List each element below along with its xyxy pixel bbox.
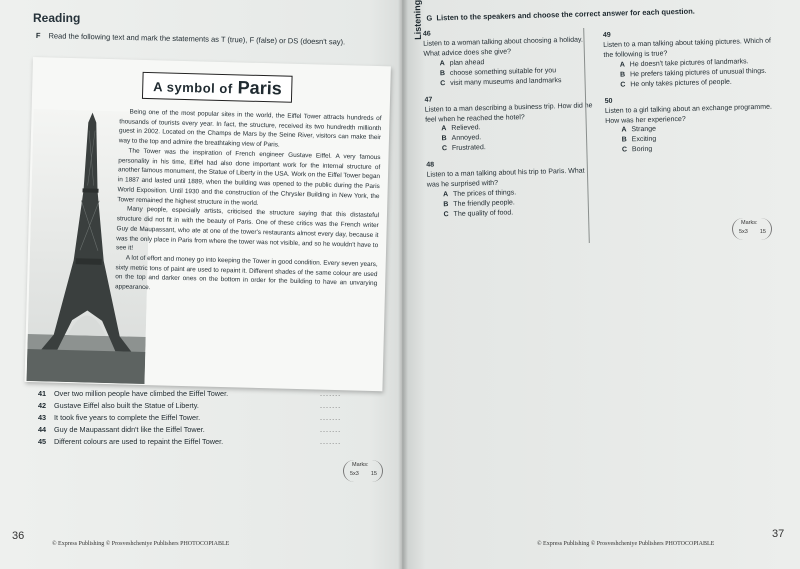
article-title (142, 72, 293, 103)
option-letter: A (619, 61, 625, 69)
question-number: 47 (424, 96, 433, 104)
statement-row (38, 435, 398, 447)
marks-box-reading (343, 460, 383, 482)
question-item (605, 92, 786, 156)
option-text: The friendly people. (453, 199, 515, 208)
option-letter: C (443, 211, 449, 219)
question-text: Listen to a man talking about taking pictures. Which of the following is true? (603, 37, 771, 59)
marks-total: 15 (759, 229, 766, 235)
statement-row (38, 387, 398, 399)
question-text: Listen to a girl talking about an exchange programme. How was her experience? (604, 103, 772, 125)
statement-number: 42 (38, 400, 47, 410)
answer-blank[interactable]: ....... (320, 412, 342, 422)
footer-right: © Express Publishing © Prosveshcheniye Publishers PHOTOCOPIABLE (537, 541, 715, 547)
answer-blank[interactable]: ....... (320, 436, 342, 446)
option-text: visit many museums and landmarks (450, 76, 562, 87)
option-text: choose something suitable for you (449, 67, 557, 77)
statement-number: 44 (38, 424, 47, 434)
article-title-main: Paris (237, 77, 283, 99)
option-text: Exciting (631, 136, 657, 144)
statement-number: 41 (38, 388, 47, 398)
question-text: Listen to a woman talking about choosing a holiday. What advice does she give? (423, 36, 584, 58)
marks-box-listening (732, 218, 772, 240)
option-letter: A (441, 125, 447, 133)
question-number: 49 (602, 31, 611, 40)
option-letter: B (441, 135, 447, 143)
footer-left: © Express Publishing © Prosveshcheniye Publishers PHOTOCOPIABLE (52, 541, 230, 547)
statement-text: Different colours are used to repaint the Eiffel Tower. (54, 436, 224, 446)
article-body (115, 107, 382, 299)
question-text: Listen to a man talking about his trip to Paris. What was he surprised with? (426, 167, 585, 189)
option-text: He doesn't take pictures of landmarks. (629, 58, 749, 69)
marks-formula: 5x3 (739, 229, 748, 235)
task-letter: G (426, 13, 433, 23)
statement-row (38, 423, 398, 435)
statement-row (38, 411, 398, 423)
option-text: He only takes pictures of people. (630, 78, 732, 89)
marks-label: Marks: (352, 462, 369, 468)
article-paragraph: Many people, especially artists, criticised the structure saying that this distasteful structure did not fit in with the beauty of Paris. One of these critics was the French writer Guy de Maupassant, who ate at one of the tower's restaurants almost every day, because it was the only place in Paris from where the tower was not visible, and so he wouldn't have to see it! (115, 205, 380, 252)
option-text: Frustrated. (451, 144, 486, 153)
option-text: The prices of things. (453, 189, 517, 199)
option-letter: A (443, 191, 449, 199)
marks-formula: 5x3 (350, 471, 359, 477)
option-letter: B (439, 69, 446, 78)
question-number: 46 (422, 30, 431, 38)
option-letter: B (621, 136, 627, 144)
reading-heading: Reading (33, 11, 81, 25)
option-text: plan ahead (449, 58, 485, 67)
instruction-text: Read the following text and mark the statements as T (true), F (false) or DS (doesn't say). (48, 31, 346, 47)
option-letter: A (621, 126, 627, 134)
statement-text: Over two million people have climbed the Eiffel Tower. (54, 388, 229, 398)
option-text: The quality of food. (453, 209, 514, 218)
question-number: 50 (604, 97, 613, 105)
marks-label: Marks: (741, 220, 758, 226)
statement-text: Gustave Eiffel also built the Statue of Liberty. (54, 400, 199, 410)
option-text: Boring (631, 146, 653, 154)
statement-text: It took five years to complete the Eiffel Tower. (54, 412, 201, 422)
answer-blank[interactable]: ....... (320, 400, 342, 410)
option-text: Strange (631, 126, 657, 134)
statements-list (38, 387, 398, 447)
page-number-right: 37 (772, 528, 785, 540)
option-letter: C (620, 81, 626, 89)
article-paragraph: Being one of the most popular sites in the world, the Eiffel Tower attracts hundreds of thousands of tourists every year. In fact, the structure, received its two hundredth millionth guest in 2002. Located on the Champs de Mars by the Seine River, visitors can make their way to the top and admire the breathtaking view of Paris. (118, 108, 382, 149)
option-letter: C (440, 79, 446, 87)
statement-text: Guy de Maupassant didn't like the Eiffel Tower. (54, 424, 205, 434)
option-letter: C (441, 145, 448, 153)
book-gutter (398, 0, 408, 569)
article-card (24, 57, 390, 391)
question-item (426, 156, 612, 220)
question-item (424, 90, 610, 154)
listening-heading: Listening (412, 0, 424, 40)
option-text: Annoyed. (451, 134, 482, 143)
option-text: Relieved. (451, 124, 481, 133)
statement-number: 45 (38, 436, 47, 446)
option-letter: B (619, 71, 626, 79)
page-number-left: 36 (12, 530, 25, 542)
article-paragraph: The Tower was the inspiration of French engineer Gustave Eiffel. A very famous personality in his time, Eiffel had also done important work for the internal structure of another famous monument, the Statue of Liberty in the USA. Work on the Eiffel Tower began in 1887 and lasted until 1889, when the building was opened to the public during the Paris World Exposition. Until 1930 and the construction of the Chrysler Building in New York, the Tower remained the highest structure in the world. (117, 147, 381, 207)
question-number: 48 (426, 161, 435, 169)
question-item (603, 26, 784, 90)
question-text: Listen to a man describing a business trip. How did he feel when he reached the hotel? (424, 101, 593, 124)
listening-instruction (426, 7, 695, 23)
option-letter: C (621, 146, 628, 154)
option-letter: A (439, 59, 445, 68)
article-title-prefix: A symbol of (153, 79, 233, 97)
marks-total: 15 (370, 471, 377, 477)
answer-blank[interactable]: ....... (320, 388, 342, 398)
questions-column-right (603, 26, 786, 162)
statement-number: 43 (38, 412, 47, 422)
option-letter: B (443, 201, 449, 209)
answer-blank[interactable]: ....... (320, 424, 342, 434)
instruction-text: Listen to the speakers and choose the correct answer for each question. (436, 6, 695, 23)
question-item (423, 25, 609, 89)
option-text: He prefers taking pictures of unusual things. (629, 67, 767, 79)
statement-row (38, 399, 398, 411)
task-letter: F (35, 31, 41, 41)
article-paragraph: A lot of effort and money go into keeping the Tower in good condition. Every seven years, sixty metric tons of paint are used to repaint it. Different shades of the same colour are used on the top and darker ones on the bottom in order for the building to have an unvarying appearance. (114, 254, 378, 292)
